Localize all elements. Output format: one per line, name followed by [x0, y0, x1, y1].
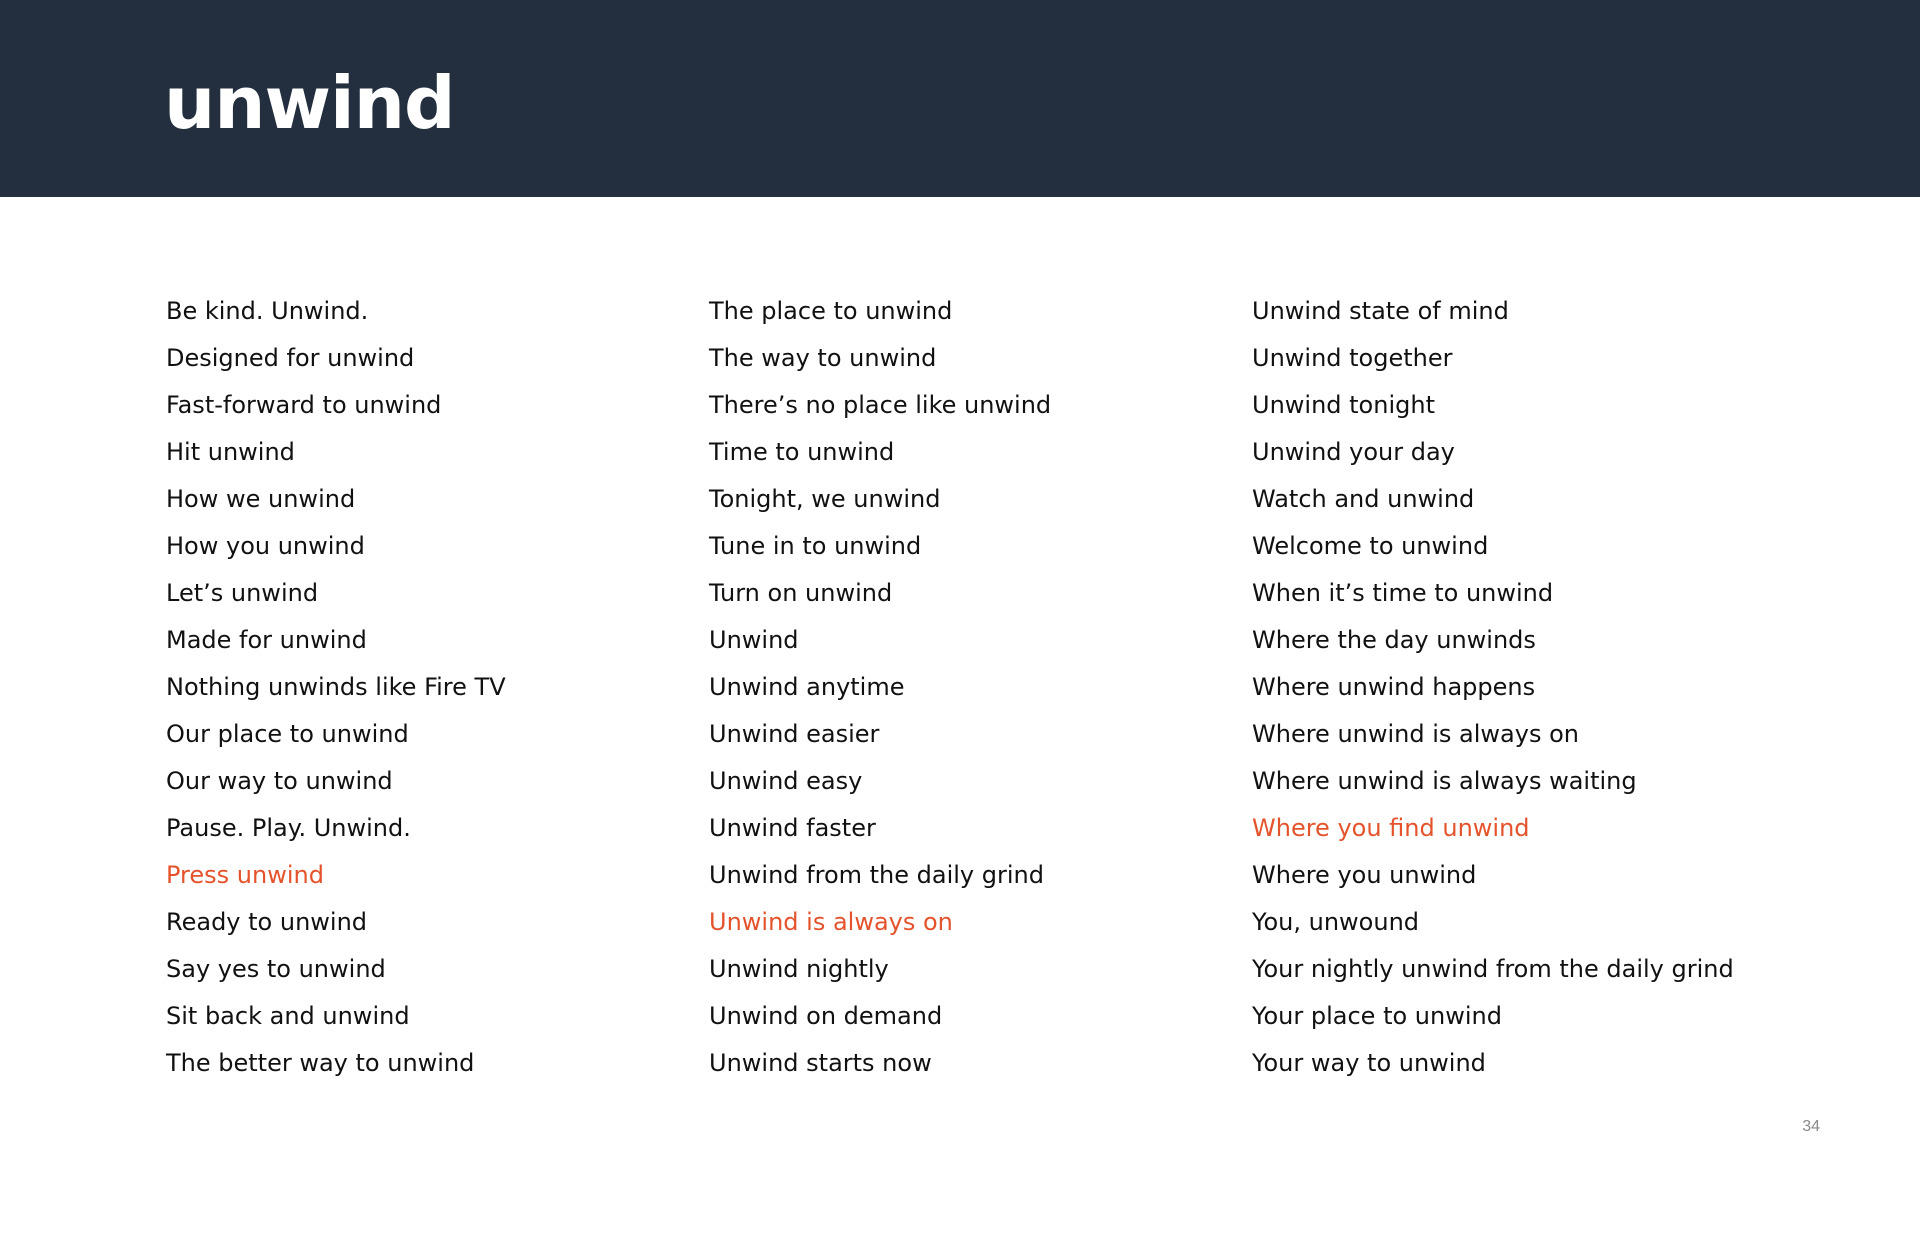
phrase-item: Unwind nightly	[709, 955, 889, 983]
phrase-item: Your way to unwind	[1252, 1049, 1486, 1077]
phrase-item: Let’s unwind	[166, 579, 319, 607]
phrase-item: Pause. Play. Unwind.	[166, 814, 411, 842]
phrase-item: Where unwind is always on	[1252, 720, 1579, 748]
phrase-item: Say yes to unwind	[166, 955, 386, 983]
phrase-item: Time to unwind	[709, 438, 895, 466]
header-banner	[0, 0, 1920, 197]
phrase-item: The better way to unwind	[166, 1049, 475, 1077]
phrase-column-1	[166, 288, 686, 1087]
phrase-item: Unwind your day	[1252, 438, 1455, 466]
phrase-item: Tune in to unwind	[709, 532, 922, 560]
phrase-item: Where unwind is always waiting	[1252, 767, 1637, 795]
phrase-item-highlighted: Press unwind	[166, 861, 324, 889]
phrase-item: Unwind anytime	[709, 673, 905, 701]
phrase-item: Watch and unwind	[1252, 485, 1475, 513]
phrase-item: Unwind	[709, 626, 799, 654]
phrase-item: Our place to unwind	[166, 720, 409, 748]
phrase-item: Be kind. Unwind.	[166, 297, 369, 325]
phrase-item: Tonight, we unwind	[709, 485, 941, 513]
phrase-item: Your nightly unwind from the daily grind	[1252, 955, 1734, 983]
phrase-item: Where the day unwinds	[1252, 626, 1536, 654]
phrase-item: Unwind tonight	[1252, 391, 1435, 419]
page-number: 34	[1802, 1118, 1820, 1135]
phrase-item: Unwind state of mind	[1252, 297, 1509, 325]
phrase-item: Ready to unwind	[166, 908, 368, 936]
phrase-item: Unwind faster	[709, 814, 876, 842]
phrase-item: Designed for unwind	[166, 344, 415, 372]
phrase-item: The place to unwind	[709, 297, 953, 325]
page-title: unwind	[164, 61, 455, 145]
phrase-item: You, unwound	[1252, 908, 1420, 936]
phrase-item: Unwind together	[1252, 344, 1453, 372]
phrase-item: Made for unwind	[166, 626, 367, 654]
phrase-item: How you unwind	[166, 532, 365, 560]
phrase-column-2	[709, 288, 1229, 1087]
phrase-item: Unwind easier	[709, 720, 880, 748]
phrase-item: Welcome to unwind	[1252, 532, 1489, 560]
phrase-item: There’s no place like unwind	[709, 391, 1052, 419]
phrase-item-highlighted: Unwind is always on	[709, 908, 953, 936]
phrase-column-3	[1252, 288, 1812, 1087]
phrase-item: When it’s time to unwind	[1252, 579, 1554, 607]
phrase-item: Your place to unwind	[1252, 1002, 1502, 1030]
phrase-item: Where unwind happens	[1252, 673, 1536, 701]
phrase-item-highlighted: Where you find unwind	[1252, 814, 1530, 842]
phrase-item: Nothing unwinds like Fire TV	[166, 673, 506, 701]
phrase-item: Sit back and unwind	[166, 1002, 410, 1030]
phrase-item: Turn on unwind	[709, 579, 893, 607]
phrase-item: Unwind easy	[709, 767, 863, 795]
phrase-item: The way to unwind	[709, 344, 937, 372]
phrase-item: Hit unwind	[166, 438, 295, 466]
phrase-item: How we unwind	[166, 485, 356, 513]
phrase-item: Unwind on demand	[709, 1002, 943, 1030]
phrase-item: Unwind starts now	[709, 1049, 932, 1077]
phrase-item: Fast-forward to unwind	[166, 391, 442, 419]
phrase-item: Where you unwind	[1252, 861, 1477, 889]
phrase-item: Unwind from the daily grind	[709, 861, 1044, 889]
phrase-item: Our way to unwind	[166, 767, 393, 795]
